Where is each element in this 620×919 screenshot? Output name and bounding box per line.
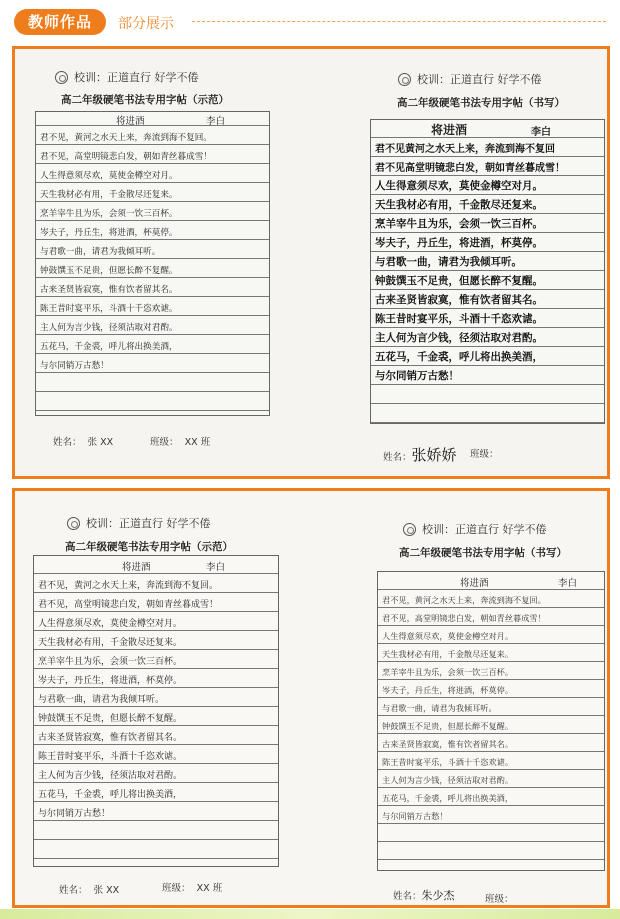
- text-line: 与尔同销万古愁！: [378, 806, 604, 824]
- section-subtitle: 部分展示: [118, 16, 174, 32]
- poem-title: 将进酒: [460, 578, 489, 589]
- model-sheet: [15, 491, 305, 908]
- poem-heading: [36, 112, 269, 126]
- name-field: 姓名： 张 XX: [53, 437, 114, 448]
- text-line: 与君歌一曲，请君为我倾耳听。: [371, 252, 604, 271]
- text-line: 天生我材必有用，千金散尽还复来。: [36, 183, 269, 202]
- text-line: [378, 842, 604, 860]
- class-field: 班级：: [470, 449, 499, 460]
- sheet-title: 高二年级硬笔书法专用字帖（书写）: [399, 547, 567, 559]
- name-field: 姓名：张娇娇: [383, 446, 457, 464]
- writing-box: [33, 555, 279, 867]
- text-line: 与尔同销万古愁！: [36, 354, 269, 373]
- text-line: 天生我材必有用，千金散尽还复来。: [378, 644, 604, 662]
- poem-title: 将进酒: [431, 123, 468, 137]
- text-line: 主人何为言少钱，径须沽取对君酌。: [34, 764, 278, 783]
- poem-author: 李白: [558, 578, 578, 589]
- poem-author: 李白: [206, 562, 226, 573]
- text-line: 陈王昔时宴平乐，斗酒十千恣欢谑。: [36, 297, 269, 316]
- artwork-panel-1: [12, 46, 610, 479]
- text-line: 君不见，高堂明镜悲白发，朝如青丝暮成雪！: [378, 608, 604, 626]
- text-line: 古来圣贤皆寂寞，惟有饮者留其名。: [378, 734, 604, 752]
- section-header: [0, 0, 620, 42]
- text-line: 主人何为言少钱，径须沽取对君酌。: [371, 328, 604, 347]
- text-line: [34, 840, 278, 859]
- text-line: 君不见，黄河之水天上来，奔流到海不复回。: [36, 126, 269, 145]
- writing-box: [370, 119, 605, 424]
- text-line: [378, 824, 604, 842]
- text-line: 君不见，黄河之水天上来，奔流到海不复回。: [34, 574, 278, 593]
- class-field: 班级： XX 班: [162, 883, 223, 894]
- poem-author: 李白: [531, 127, 551, 138]
- school-emblem-icon: [67, 517, 80, 530]
- class-field: 班级： XX 班: [150, 437, 211, 448]
- text-line: 烹羊宰牛且为乐，会须一饮三百杯。: [378, 662, 604, 680]
- writing-box: [377, 571, 605, 871]
- text-line: 钟鼓馔玉不足贵，但愿长醉不复醒。: [36, 259, 269, 278]
- text-line: 陈王昔时宴平乐，斗酒十千恣欢谑。: [378, 752, 604, 770]
- text-line: 人生得意须尽欢，莫使金樽空对月。: [378, 626, 604, 644]
- school-motto: 校训：正道直行 好学不倦: [403, 521, 547, 537]
- text-line: 人生得意须尽欢，莫使金樽空对月。: [371, 176, 604, 195]
- name-field: 姓名： 张 XX: [59, 885, 120, 896]
- text-line: 天生我材必有用，千金散尽还复来。: [34, 631, 278, 650]
- text-line: [371, 385, 604, 404]
- text-line: 与君歌一曲，请君为我倾耳听。: [36, 240, 269, 259]
- poem-heading: [34, 556, 278, 574]
- artwork-panel-2: [12, 488, 610, 908]
- text-line: 君不见黄河之水天上来，奔流到海不复回: [371, 138, 604, 157]
- handwritten-sheet: [315, 49, 610, 479]
- text-line: 君不见，高堂明镜悲白发，朝如青丝暮成雪！: [36, 145, 269, 164]
- text-line: 五花马，千金裘，呼儿将出换美酒，: [371, 347, 604, 366]
- poem-author: 李白: [206, 116, 226, 127]
- sheet-title: 高二年级硬笔书法专用字帖（示范）: [61, 94, 229, 106]
- text-line: 钟鼓馔玉不足贵，但愿长醉不复醒。: [34, 707, 278, 726]
- school-emblem-icon: [55, 71, 68, 84]
- poem-title: 将进酒: [122, 562, 151, 573]
- class-field: 班级：: [485, 894, 514, 905]
- text-line: [36, 373, 269, 392]
- text-line: 岑夫子，丹丘生，将进酒，杯莫停。: [371, 233, 604, 252]
- school-motto: 校训：正道直行 好学不倦: [398, 71, 542, 87]
- text-line: 古来圣贤皆寂寞，惟有饮者留其名。: [36, 278, 269, 297]
- text-line: 岑夫子，丹丘生，将进酒，杯莫停。: [36, 221, 269, 240]
- text-line: 君不见高堂明镜悲白发，朝如青丝暮成雪！: [371, 157, 604, 176]
- text-line: 天生我材必有用，千金散尽还复来。: [371, 195, 604, 214]
- text-line: [36, 392, 269, 411]
- model-sheet: [15, 49, 305, 479]
- text-line: 五花马，千金裘，呼儿将出换美酒，: [36, 335, 269, 354]
- poem-heading: [378, 572, 604, 590]
- text-line: 陈王昔时宴平乐，斗酒十千恣欢谑。: [34, 745, 278, 764]
- text-line: 烹羊宰牛且为乐，会须一饮三百杯。: [371, 214, 604, 233]
- text-line: 烹羊宰牛且为乐，会须一饮三百杯。: [34, 650, 278, 669]
- text-line: 烹羊宰牛且为乐，会须一饮三百杯。: [36, 202, 269, 221]
- text-line: 陈王昔时宴平乐，斗酒十千恣欢谑。: [371, 309, 604, 328]
- text-line: 钟鼓馔玉不足贵，但愿长醉不复醒。: [378, 716, 604, 734]
- text-line: 古来圣贤皆寂寞，惟有饮者留其名。: [34, 726, 278, 745]
- text-line: 与君歌一曲，请君为我倾耳听。: [378, 698, 604, 716]
- section-badge: 教师作品: [14, 9, 106, 35]
- text-line: 与君歌一曲，请君为我倾耳听。: [34, 688, 278, 707]
- text-line: 君不见，黄河之水天上来，奔流到海不复回。: [378, 590, 604, 608]
- school-emblem-icon: [403, 523, 416, 536]
- school-emblem-icon: [398, 73, 411, 86]
- poem-title: 将进酒: [116, 116, 145, 127]
- text-line: 岑夫子，丹丘生，将进酒，杯莫停。: [34, 669, 278, 688]
- text-line: 主人何为言少钱，径须沽取对君酌。: [36, 316, 269, 335]
- text-line: 钟鼓馔玉不足贵，但愿长醉不复醒。: [371, 271, 604, 290]
- text-line: 人生得意须尽欢，莫使金樽空对月。: [34, 612, 278, 631]
- dashed-divider: [192, 21, 606, 22]
- writing-box: [35, 111, 270, 416]
- handwritten-sheet: [315, 491, 610, 908]
- text-line: 与尔同销万古愁！: [371, 366, 604, 385]
- bottom-decor-bar: [0, 909, 620, 919]
- text-line: 五花马，千金裘，呼儿将出换美酒，: [34, 783, 278, 802]
- sheet-title: 高二年级硬笔书法专用字帖（书写）: [397, 97, 565, 109]
- text-line: [371, 404, 604, 423]
- text-line: 与尔同销万古愁！: [34, 802, 278, 821]
- school-motto: 校训：正道直行 好学不倦: [67, 515, 211, 531]
- text-line: 古来圣贤皆寂寞，惟有饮者留其名。: [371, 290, 604, 309]
- school-motto: 校训：正道直行 好学不倦: [55, 69, 199, 85]
- text-line: 主人何为言少钱，径须沽取对君酌。: [378, 770, 604, 788]
- sheet-title: 高二年级硬笔书法专用字帖（示范）: [65, 541, 233, 553]
- text-line: 君不见，高堂明镜悲白发，朝如青丝暮成雪！: [34, 593, 278, 612]
- text-line: 人生得意须尽欢，莫使金樽空对月。: [36, 164, 269, 183]
- text-line: [34, 821, 278, 840]
- name-field: 姓名：朱少杰: [393, 889, 455, 902]
- poem-heading: [371, 120, 604, 138]
- text-line: 岑夫子，丹丘生，将进酒，杯莫停。: [378, 680, 604, 698]
- text-line: 五花马，千金裘，呼儿将出换美酒，: [378, 788, 604, 806]
